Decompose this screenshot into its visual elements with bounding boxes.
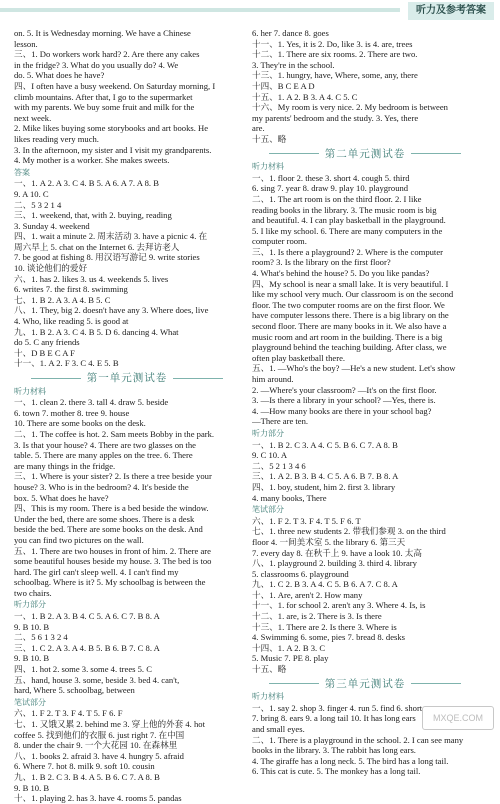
answer-line: 3. Sunday 4. weekend — [14, 220, 90, 231]
answer-line: two chairs. — [14, 587, 52, 598]
answer-line: 十、D B E C A F — [14, 347, 75, 358]
answer-line: playground behind the teaching building. After class, we — [252, 342, 447, 353]
answer-line: are. — [252, 123, 265, 134]
answer-line: 2. Mike likes buying some storybooks and art books. He — [14, 123, 209, 134]
answer-line: 十二、1. are, is 2. There is 3. Is there — [252, 611, 382, 622]
answer-line: 十、1. playing 2. has 3. have 4. rooms 5. pandas — [14, 793, 182, 804]
answer-line: 十二、1. There are six rooms. 2. There are two. — [252, 49, 418, 60]
answer-line: beside the bed. There are some books on the desk. And — [14, 524, 203, 535]
answer-line: 二、1. The art room is on the third floor. 2. I like — [252, 193, 422, 204]
subsection-label: 听力材料 — [252, 162, 284, 172]
answer-line: 七、1. B 2. A 3. A 4. B 5. C — [14, 294, 111, 305]
answer-line: 5. I like my school. 6. There are many computers in the — [252, 225, 443, 236]
answer-line: 10. There are some books on the desk. — [14, 418, 146, 429]
answer-line: 6. Where 7. hot 8. milk 9. soft 10. cousin — [14, 761, 155, 772]
answer-line: 9. B 10. B — [14, 621, 50, 632]
answer-line: with my parents. We buy some fruit and milk for the — [14, 102, 195, 113]
subsection-label: 笔试部分 — [14, 697, 46, 707]
header-label: 听力及参考答案 — [408, 2, 494, 20]
page-header — [0, 0, 500, 22]
left-column — [14, 28, 240, 804]
answer-line: 十三、1. There are 2. Is there 3. Where is — [252, 621, 397, 632]
section-title: 第一单元测试卷 — [14, 373, 240, 384]
answer-line: 四、I often have a busy weekend. On Saturday morning, I — [14, 80, 216, 91]
answer-line: likes reading very much. — [14, 133, 99, 144]
subsection-label: 听力部分 — [14, 600, 46, 610]
answer-line: 十五、略 — [252, 664, 287, 675]
subsection-label: 听力材料 — [14, 386, 46, 396]
section-title: 第三单元测试卷 — [252, 679, 478, 690]
answer-line: 三、1. weekend, that, with 2. buying, reading — [14, 210, 172, 221]
answer-line: table. 5. There are many apples on the tree. 6. There — [14, 450, 193, 461]
answer-line: 6. sing 7. year 8. draw 9. play 10. playground — [252, 183, 409, 194]
answer-line: 一、1. floor 2. these 3. short 4. cough 5. third — [252, 172, 410, 183]
answer-line: do 5. C any friends — [14, 337, 80, 348]
answer-line: some beautiful houses beside my house. 3. The bed is too — [14, 556, 212, 567]
answer-line: 9. B 10. B — [14, 653, 50, 664]
answer-line: 八、1. They, big 2. doesn't have any 3. Where does, live — [14, 305, 209, 316]
answer-line: 4. —How many books are there in your school bag? — [252, 405, 432, 416]
answer-line: often play basketball there. — [252, 352, 346, 363]
answer-line: 6. her 7. dance 8. goes — [252, 28, 329, 38]
answer-line: 6. town 7. mother 8. tree 9. house — [14, 407, 130, 418]
answer-line: 10. 谈论他们的爱好 — [14, 263, 88, 274]
answer-line: 一、1. say 2. shop 3. finger 4. run 5. find 6. short — [252, 702, 423, 713]
answer-line: 五、1. There are two houses in front of him. 2. There are — [14, 545, 211, 556]
answer-line: 十五、略 — [252, 133, 287, 144]
subsection-label: 听力部分 — [252, 428, 284, 438]
answer-line: 六、1. F 2. T 3. F 4. T 5. F 6. T — [252, 515, 361, 526]
answer-line: 6. writes 7. the first 8. swimming — [14, 284, 128, 295]
answer-line: have computer lessons there. There is a big library on the — [252, 310, 449, 321]
answer-line: 9. B 10. B — [14, 782, 50, 793]
answer-line: 三、1. A 2. B 3. B 4. C 5. A 6. B 7. B 8. A — [252, 471, 399, 482]
answer-line: 三、1. Do workers work hard? 2. Are there any cakes — [14, 49, 200, 60]
answer-line: 八、1. books 2. afraid 3. have 4. hungry 5. afraid — [14, 750, 184, 761]
answer-line: 十四、B C E A D — [252, 80, 315, 91]
answer-line: like my school very much. Our classroom is on the second — [252, 289, 454, 300]
subsection-label: 听力材料 — [252, 692, 284, 702]
answer-line: on. 5. It is Wednesday morning. We have a Chinese — [14, 28, 191, 38]
answer-line: 七、1. 又饿又累 2. behind me 3. 穿上他的外套 4. hot — [14, 719, 205, 729]
answer-line: 十五、1. A 2. B 3. A 4. C 5. C — [252, 91, 358, 102]
answer-line: 7. bring 8. ears 9. a long tail 10. It has long ears — [252, 713, 416, 724]
answer-line: 八、1. playground 2. building 3. third 4. library — [252, 558, 417, 569]
answer-line: 9. C 10. A — [252, 450, 288, 461]
answer-line: 二、5 2 1 3 4 6 — [252, 460, 306, 471]
right-column — [252, 28, 478, 777]
answer-line: 3. Is that your house? 4. There are two glasses on the — [14, 439, 196, 450]
answer-line: 十六、My room is very nice. 2. My bedroom is between — [252, 102, 448, 113]
answer-line: 四、My school is near a small lake. It is very beautiful. I — [252, 278, 449, 289]
answer-line: 4. What's behind the house? 5. Do you like pandas? — [252, 268, 430, 279]
answer-line: 三、1. Is there a playground? 2. Where is the computer — [252, 246, 443, 257]
answer-line: are many things in the fridge. — [14, 460, 116, 471]
answer-line: 四、1. hot 2. some 3. some 4. trees 5. C — [14, 664, 152, 675]
answer-line: my parents' bedroom and the study. 3. Yes, there — [252, 112, 419, 123]
answer-line: 4. Swimming 6. some, pies 7. bread 8. desks — [252, 632, 406, 643]
answer-line: him around. — [252, 374, 294, 384]
answer-line: 6. This cat is cute. 5. The monkey has a long tail. — [252, 766, 421, 777]
answer-line: 十四、1. A 2. B 3. C — [252, 642, 326, 653]
answer-line: 二、5 3 2 1 4 — [14, 199, 62, 210]
subsection-label: 笔试部分 — [252, 505, 284, 515]
answer-line: 九、1. B 2. C 3. B 4. A 5. B 6. C 7. A 8. B — [14, 771, 160, 782]
answer-line: 一、1. clean 2. there 3. tall 4. draw 5. beside — [14, 397, 169, 408]
answer-line: 二、5 6 1 3 2 4 — [14, 632, 68, 643]
answer-line: 五、hand, house 3. some, beside 3. bed 4. can't, — [14, 674, 180, 685]
answer-line: 4. many books, There — [252, 492, 327, 503]
answer-line: 十、1. Are, aren't 2. How many — [252, 589, 363, 600]
answer-line: 9. A 10. C — [14, 188, 49, 199]
answer-line: 4. Who, like reading 5. is good at — [14, 316, 129, 327]
answer-line: coffee 5. 找到他们的衣服 6. just right 7. 在中国 — [14, 729, 185, 740]
answer-line: box. 5. What does he have? — [14, 492, 109, 503]
answer-line: hard. The girl can't sleep well. 4. I can't find my — [14, 566, 179, 577]
answer-line: and small eyes. — [252, 724, 305, 734]
answer-line: hard, Where 5. schoolbag, between — [14, 685, 135, 696]
answer-line: 六、1. has 2. likes 3. us 4. weekends 5. lives — [14, 273, 169, 284]
answer-line: music room and art room in the building. There is a big — [252, 331, 443, 342]
answer-line: 周六早上 5. chat on the Internet 6. 去拜访老人 — [14, 241, 180, 252]
answer-line: 四、1. boy, student, him 2. first 3. library — [252, 481, 396, 492]
answer-line: next week. — [14, 112, 52, 123]
answer-line: schoolbag. Where is it? 5. My schoolbag is between the — [14, 577, 206, 588]
answer-line: 一、1. B 2. A 3. B 4. C 5. A 6. C 7. B 8. A — [14, 611, 160, 622]
answer-line: 五、1. —Who's the boy? —He's a new student. Let's show — [252, 363, 456, 374]
answer-line: 三、1. C 2. A 3. A 4. B 5. B 6. B 7. C 8. A — [14, 642, 160, 653]
answer-line: floor. The two computer rooms are on the first floor. We — [252, 299, 445, 310]
answer-line: books in the library. 3. The rabbit has long ears. — [252, 745, 416, 756]
answer-line: climb mountains. After that, I go to the supermarket — [14, 91, 193, 102]
answer-line: 7. every day 8. 在秋千上 9. have a look 10. 太高 — [252, 547, 422, 558]
answer-line: house? 3. Who is in the bedroom? 4. It's beside the — [14, 481, 189, 492]
header-band — [0, 8, 400, 12]
answer-line: 4. My mother is a worker. She makes sweets. — [14, 155, 170, 166]
answer-line: 一、1. B 2. C 3. A 4. C 5. B 6. C 7. A 8. B — [252, 439, 398, 450]
section-title: 第二单元测试卷 — [252, 149, 478, 160]
answer-line: second floor. There are many books in it. We also have a — [252, 321, 447, 332]
answer-line: 七、1. three new students 2. 带我们参观 3. on the third — [252, 526, 446, 537]
answer-line: floor 4. 一间美术室 5. the library 6. 第三天 — [252, 536, 406, 547]
answer-line: 四、This is my room. There is a bed beside the window. — [14, 503, 209, 514]
answer-line: 3. In the afternoon, my sister and I visit my grandparents. — [14, 144, 212, 155]
answer-line: computer room. — [252, 236, 307, 247]
answer-line: 4. The giraffe has a long neck. 5. The bird has a long tail. — [252, 755, 449, 766]
watermark-logo: MXQE.COM — [422, 706, 494, 730]
answer-line: 8. under the chair 9. 一个大花园 10. 在森林里 — [14, 740, 178, 751]
answer-line: 一、1. A 2. A 3. C 4. B 5. A 6. A 7. A 8. B — [14, 178, 159, 189]
answer-line: 3. —Is there a library in your school? —Yes, there is. — [252, 395, 436, 406]
answer-line: 7. be good at fishing 8. 用汉语写游记 9. write stories — [14, 252, 200, 263]
subsection-label: 答案 — [14, 167, 30, 177]
answer-line: 九、1. C 2. B 3. A 4. C 5. B 6. A 7. C 8. A — [252, 579, 398, 590]
answer-line: 二、1. The coffee is hot. 2. Sam meets Bobby in the park. — [14, 428, 215, 439]
answer-line: you can find two pictures on the wall. — [14, 534, 144, 545]
answer-line: in the fridge? 3. What do you usually do? 4. We — [14, 59, 179, 70]
answer-line: 5. Music 7. PE 8. play — [252, 653, 329, 664]
answer-line: 九、1. B 2. A 3. C 4. B 5. D 6. dancing 4. What — [14, 326, 179, 337]
answer-line: lesson. — [14, 38, 38, 49]
answer-line: room? 3. Is the library on the first floor? — [252, 257, 391, 268]
answer-line: 四、1. wait a minute 2. 周末活动 3. have a picnic 4. 在 — [14, 231, 208, 242]
answer-line: 三、1. Where is your sister? 2. Is there a tree beside your — [14, 471, 212, 482]
answer-line: 十一、1. Yes, it is 2. Do, like 3. is 4. are, trees — [252, 38, 413, 49]
answer-line: 十一、1. for school 2. aren't any 3. Where 4. Is, is — [252, 600, 426, 611]
answer-line: 十三、1. hungry, have, Where, some, any, there — [252, 70, 418, 81]
answer-line: 二、1. There is a playground in the school. 2. I can see many — [252, 734, 464, 745]
answer-line: 六、1. F 2. T 3. F 4. T 5. F 6. F — [14, 708, 123, 719]
answer-line: 5. classrooms 6. playground — [252, 568, 349, 579]
answer-line: and beautiful. 4. I can play basketball in the playground. — [252, 215, 446, 226]
answer-line: 十一、1. A 2. F 3. C 4. E 5. B — [14, 358, 119, 369]
answer-line: —There are ten. — [252, 416, 309, 427]
answer-line: do. 5. What does he have? — [14, 70, 105, 81]
answer-line: reading books in the library. 3. The music room is big — [252, 204, 437, 215]
answer-line: 3. They're in the school. — [252, 59, 335, 70]
answer-line: 2. —Where's your classroom? —It's on the first floor. — [252, 384, 437, 395]
answer-line: Under the bed, there are some shoes. There is a desk — [14, 513, 195, 524]
